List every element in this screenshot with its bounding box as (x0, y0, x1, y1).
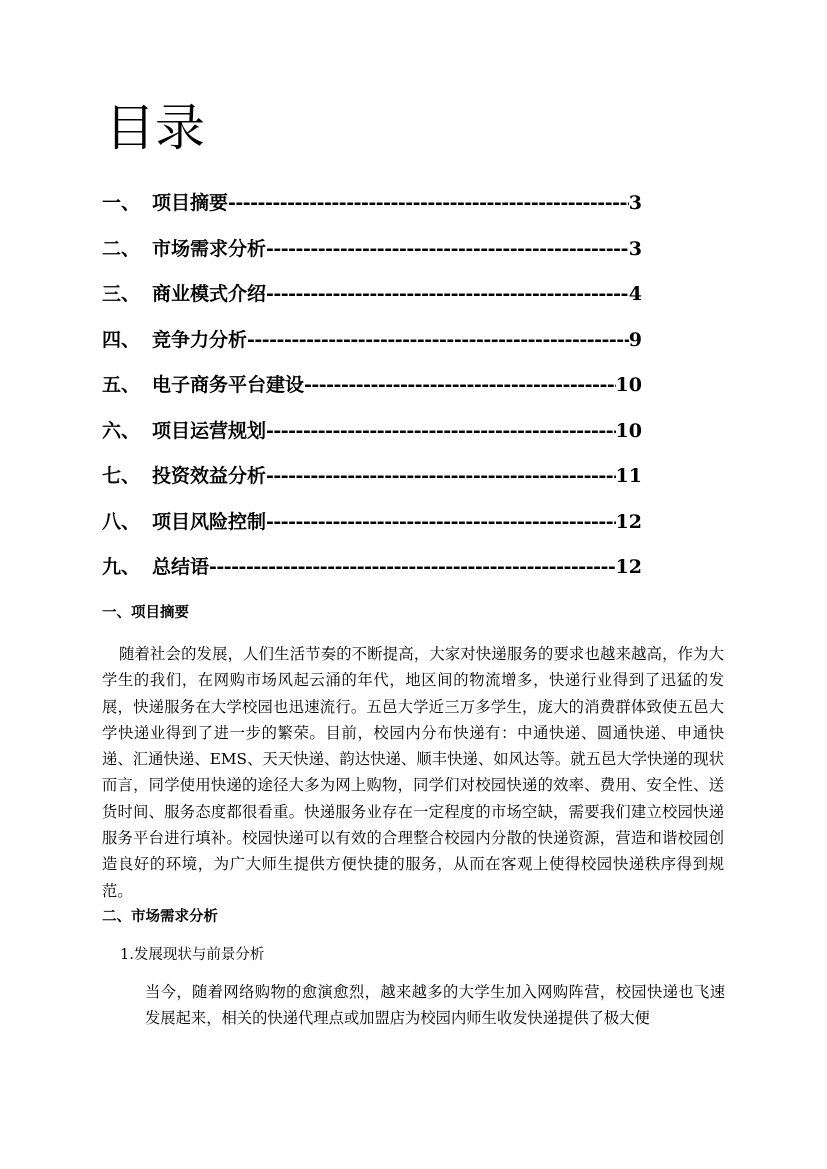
toc-entry-page: 12 (615, 510, 642, 533)
toc-entry[interactable] (102, 370, 642, 416)
toc-entry[interactable] (102, 234, 642, 280)
toc-entry-number: 八、 (102, 510, 141, 533)
toc-leader (266, 511, 616, 533)
toc-entry-number: 五、 (102, 374, 141, 396)
subsection-heading: 1.发展现状与前景分析 (120, 947, 265, 963)
section-heading-summary: 一、项目摘要 (102, 604, 189, 621)
toc-entry-title: 项目运营规划 (152, 419, 267, 442)
toc-entry-title: 竞争力分析 (152, 328, 248, 351)
toc-entry-page: 9 (628, 328, 642, 351)
toc-entry-number: 六、 (102, 419, 141, 442)
toc-entry[interactable] (102, 552, 642, 598)
toc-entry-number: 一、 (102, 192, 141, 214)
toc-entry-title: 投资效益分析 (152, 465, 267, 487)
toc-entry-title: 项目摘要 (152, 192, 229, 214)
toc-entry-title: 商业模式介绍 (152, 283, 267, 305)
toc-entry[interactable] (102, 188, 642, 234)
toc-leader (266, 465, 616, 487)
toc-entry-number: 四、 (102, 328, 141, 351)
toc-entry-title: 总结语 (152, 556, 210, 578)
toc-title: 目录 (105, 99, 205, 157)
toc-entry-title: 电子商务平台建设 (152, 374, 305, 396)
toc-entry-page: 3 (628, 192, 642, 214)
section-heading-market: 二、市场需求分析 (102, 908, 218, 925)
toc-entry[interactable] (102, 507, 642, 553)
table-of-contents (102, 188, 642, 598)
toc-entry-number: 九、 (102, 556, 141, 578)
toc-leader (266, 283, 629, 305)
toc-entry[interactable] (102, 461, 642, 507)
toc-entry-page: 12 (615, 556, 642, 578)
toc-entry-page: 10 (615, 419, 642, 442)
toc-leader (247, 329, 629, 351)
toc-entry-page: 11 (615, 465, 642, 487)
toc-entry-number: 三、 (102, 283, 141, 305)
toc-leader (304, 374, 616, 396)
toc-leader (209, 556, 616, 578)
toc-leader (266, 238, 629, 260)
toc-entry[interactable] (102, 416, 642, 462)
toc-leader (266, 420, 616, 442)
summary-paragraph: 随着社会的发展，人们生活节奏的不断提高，大家对快递服务的要求也越来越高，作为大学生的我们，在网购市场风起云涌的年代，地区间的物流增多，快递行业得到了迅猛的发展，快递服务在大学校园也迅速流行。五邑大学近三万多学生，庞大的消费群体致使五邑大学快递业得到了进一步的繁荣。目前，校园内分布快递有：中通快递、圆通快递、申通快递、汇通快递、EMS、天天快递、韵达快递、顺丰快递、如风达等。就五邑大学快递的现状而言，同学使用快递的途径大多为网上购物，同学们对校园快递的效率、费用、安全性、送货时间、服务态度都很看重。快递服务业存在一定程度的市场空缺，需要我们建立校园快递服务平台进行填补。校园快递可以有效的合理整合校园内分散的快递资源，营造和谐校园创造良好的环境，为广大师生提供方便快捷的服务，从而在客观上使得校园快递秩序得到规范。 (102, 645, 724, 900)
toc-entry-page: 4 (628, 283, 642, 305)
toc-leader (228, 192, 629, 214)
toc-entry-number: 七、 (102, 465, 141, 487)
market-paragraph: 当今，随着网络购物的愈演愈烈，越来越多的大学生加入网购阵营，校园快递也飞速发展起来，相关的快递代理点或加盟店为校园内师生收发快递提供了极大便 (145, 983, 725, 1028)
toc-entry-page: 3 (628, 237, 642, 260)
toc-entry[interactable] (102, 325, 642, 371)
toc-entry-number: 二、 (102, 237, 141, 260)
toc-entry-page: 10 (615, 374, 642, 396)
toc-entry-title: 项目风险控制 (152, 510, 267, 533)
toc-entry[interactable] (102, 279, 642, 325)
toc-entry-title: 市场需求分析 (152, 237, 267, 260)
